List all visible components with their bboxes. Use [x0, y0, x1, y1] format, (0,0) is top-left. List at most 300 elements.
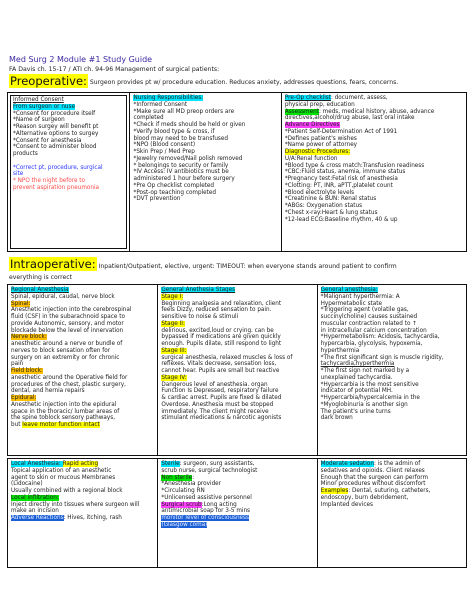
text-line: [11, 368, 154, 375]
text-segment: sedatives and opioids. Client relaxes: [320, 467, 425, 474]
text-line: [161, 382, 313, 389]
text-line: [133, 169, 277, 176]
text-line: [13, 131, 124, 138]
text-segment: make an incision: [11, 508, 59, 515]
text-line: [161, 515, 313, 522]
intraop-col2: [161, 287, 313, 422]
text-line: [11, 287, 154, 294]
text-line: [161, 508, 313, 515]
text-segment: indicator of potential MH.: [320, 388, 393, 395]
text-line: [321, 495, 463, 502]
text-segment: : Dental, suturing, catheters,: [348, 488, 431, 494]
text-line: [11, 461, 154, 468]
text-segment: *Verify blood type & cross, if: [133, 128, 215, 135]
text-segment: *Jewelry removed/Nail polish removed: [133, 155, 243, 162]
text-segment: Local Anesthesia:: [11, 461, 63, 467]
text-segment: *NPO (Blood consent): [133, 142, 196, 149]
preop-col2: [133, 95, 277, 203]
text-line: [285, 190, 463, 197]
text-segment: prevent aspiration pneumonia: [13, 184, 100, 191]
text-segment: Local infiltration:: [11, 494, 59, 501]
text-line: [13, 158, 124, 165]
text-segment: U/A:Renal function: [284, 155, 338, 162]
text-line: [321, 461, 463, 468]
text-line: [321, 334, 463, 341]
text-segment: reflexes. Vitals decrease, sensation loss,: [161, 361, 277, 368]
text-line: [13, 124, 124, 131]
intraop-description-cont: everything is correct: [9, 274, 72, 281]
text-line: [13, 144, 124, 151]
text-segment: cannot hear. Pupils are small but reactive: [161, 368, 280, 374]
text-segment: pain: [11, 361, 24, 368]
text-line: [11, 301, 154, 308]
text-segment: Non sterile: [161, 474, 193, 481]
text-segment: *Defines patient's wishes: [284, 135, 357, 142]
text-segment: : Hives, itching, rash: [63, 515, 122, 521]
intraop-table: [7, 284, 467, 456]
text-segment: Stage III:: [161, 347, 187, 354]
text-segment: succinylcholine) causes sustained: [320, 314, 418, 320]
text-segment: hypercarbia, glycolysis, hypoxemia,: [320, 341, 423, 347]
text-segment: endoscopy, burn debridement,: [320, 494, 409, 501]
text-line: [13, 138, 124, 145]
anesthesia-stages-cell: [158, 285, 317, 455]
text-line: [161, 415, 313, 422]
text-line: [161, 334, 313, 341]
text-segment: Pre-Op checklist: [284, 95, 331, 101]
text-line: [161, 368, 313, 375]
text-line: [161, 287, 313, 294]
text-line: [161, 502, 313, 509]
text-segment: :Long acting: [201, 501, 237, 508]
text-segment: delirious, excited,loud or crying. can be: [161, 327, 274, 334]
text-segment: General anesthesia:: [320, 287, 378, 293]
text-segment: Nursing Responsibilities:: [133, 95, 204, 101]
text-segment: *Name of surgeon: [13, 117, 65, 124]
text-segment: space in the thoracic/ lumbar areas of: [11, 408, 120, 415]
text-segment: *Pregnancy test:Fetal risk of anesthesia: [284, 176, 398, 182]
text-line: [321, 415, 463, 422]
text-segment: hyperthermia: [320, 347, 360, 354]
text-line: [13, 185, 124, 192]
text-segment: :: [192, 474, 195, 481]
text-line: [11, 488, 154, 495]
text-line: [161, 488, 313, 495]
text-line: [161, 402, 313, 409]
text-segment: Moderate sedation: [320, 461, 374, 467]
text-line: [11, 314, 154, 321]
text-segment: *IV Access: IV antibiotics must be: [133, 169, 229, 176]
text-segment: provide Autonomic, sensory, and motor: [11, 320, 124, 327]
text-segment: : meds, medical history, abuse, advance: [318, 108, 435, 115]
text-segment: Usually combined with a regional block: [11, 488, 123, 494]
text-segment: tachycardia,hyperthermia: [320, 361, 395, 368]
text-line: [11, 382, 154, 389]
text-line: [11, 348, 154, 355]
text-line: [285, 210, 463, 217]
text-segment: surgical anesthesia, relaxed muscles & loss of: [161, 354, 293, 361]
text-segment: Stage II:: [161, 320, 185, 327]
text-line: [161, 461, 313, 468]
text-segment: Spinal:: [11, 300, 31, 307]
text-line: [321, 402, 463, 409]
text-line: [321, 355, 463, 362]
text-line: [133, 115, 277, 122]
text-line: [285, 95, 463, 102]
text-segment: *Malignant hyperthermia: A: [320, 293, 400, 300]
text-segment: agent to skin or mucous Membranes: [11, 474, 116, 481]
text-line: [285, 176, 463, 183]
text-line: [321, 488, 463, 495]
intraop-col3: [321, 287, 463, 422]
text-line: [133, 176, 277, 183]
text-line: [285, 129, 463, 136]
text-segment: & cardiac arrest. Pupils are fixed & dilated: [161, 395, 282, 401]
text-line: [161, 475, 313, 482]
text-line: [133, 136, 277, 143]
text-segment: Epidural:: [11, 395, 37, 401]
text-line: [321, 475, 463, 482]
text-line: [133, 183, 277, 190]
text-segment: *Make sure all MD preop orders are: [133, 108, 235, 115]
text-segment: *Blood electrolyte levels: [284, 189, 355, 196]
text-line: [321, 287, 463, 294]
text-line: [321, 341, 463, 348]
text-line: [11, 355, 154, 362]
text-segment: Inject directly into tissues where surgeon will: [11, 501, 140, 508]
text-segment: Topical application of an anesthetic: [11, 467, 112, 474]
text-line: [11, 402, 154, 409]
text-segment: *ABGs: Oxygenation status: [284, 203, 363, 209]
text-segment: *Blood type & cross match:Transfusion readiness: [284, 162, 425, 169]
text-line: [321, 294, 463, 301]
text-line: [161, 294, 313, 301]
text-segment: *12-lead ECG:Baseline rhythm, 40 & up: [284, 216, 398, 223]
text-line: [161, 341, 313, 348]
preop-nursing-cell: [130, 93, 281, 251]
text-segment: blood may need to be transfused: [133, 135, 228, 142]
text-segment: *Consent for anesthesia: [13, 137, 82, 144]
text-segment: *Circulating RN: [161, 488, 205, 494]
text-line: [321, 361, 463, 368]
text-line: [133, 190, 277, 197]
text-line: [13, 165, 124, 172]
text-segment: *Clotting: PT, INR, aPTT,platelet count: [284, 182, 393, 189]
text-line: [285, 109, 463, 116]
text-line: [11, 307, 154, 314]
text-line: [161, 361, 313, 368]
intraop-heading: Intraoperative:: [10, 257, 96, 271]
text-line: [11, 321, 154, 328]
text-segment: Function Is Depressed, respiratory failure: [161, 388, 279, 395]
text-line: [161, 301, 313, 308]
text-segment: *Triggering agent (volatile gas,: [320, 307, 409, 314]
text-segment: antimicrobial soap for 3-5 mins: [161, 508, 251, 515]
text-line: [321, 481, 463, 488]
text-segment: Sterile: [161, 461, 180, 467]
intraop-description: Inpatient/Outpatient, elective, urgent: TIMEOUT: when everyone stands around patient to confirm: [96, 263, 397, 270]
text-segment: *Correct pt, procedure, surgical: [13, 164, 103, 171]
local-anesthesia-cell: [8, 459, 158, 567]
text-line: [13, 178, 124, 185]
text-line: [133, 163, 277, 170]
page-subtitle: FA Davis ch. 15-17 / ATI ch. 94-96 Management of surgical patients:: [9, 66, 220, 73]
text-line: [321, 314, 463, 321]
general-anesthesia-cell: [318, 285, 466, 455]
text-segment: procedures of the chest, plastic surgery,: [11, 381, 126, 388]
text-line: [321, 382, 463, 389]
text-line: [321, 328, 463, 335]
text-line: [285, 169, 463, 176]
text-line: [11, 515, 154, 522]
text-line: [285, 142, 463, 149]
text-line: [285, 183, 463, 190]
text-segment: site: [13, 171, 24, 178]
text-line: [321, 468, 463, 475]
text-segment: administered 1 hour before surgery: [133, 176, 235, 182]
page-title: Med Surg 2 Module #1 Study Guide: [9, 55, 153, 64]
text-line: [13, 171, 124, 178]
text-segment: *DVT prevention: [133, 196, 181, 203]
text-segment: *Alternative options to surgey: [13, 130, 99, 137]
text-line: [321, 368, 463, 375]
text-line: [11, 341, 154, 348]
text-line: [321, 388, 463, 395]
text-line: [13, 117, 124, 124]
text-line: [11, 502, 154, 509]
text-line: [11, 508, 154, 515]
text-segment: : document, assess,: [330, 95, 388, 101]
text-segment: *Consent for procedure itself: [13, 110, 96, 117]
intraop-header: [9, 257, 397, 271]
text-segment: muscular contraction related to ↑: [320, 320, 417, 327]
text-segment: nerves to block sensation often for: [11, 347, 111, 354]
text-line: [321, 301, 463, 308]
text-segment: Assessment: [284, 108, 319, 115]
text-segment: *Hypercarbia is the most sensitive: [320, 381, 419, 388]
text-line: [161, 388, 313, 395]
text-segment: Advance Directives: [284, 122, 340, 128]
text-line: [11, 468, 154, 475]
text-line: [11, 361, 154, 368]
text-segment: *Check if meds should be held or given: [133, 122, 246, 128]
text-line: [285, 115, 463, 122]
text-segment: Minor procedures without discomfort: [320, 481, 426, 488]
text-segment: Dangerous level of anesthesia. organ: [161, 381, 268, 388]
bottom-col1: [11, 461, 154, 522]
text-segment: Adverse Reactions: [11, 515, 64, 521]
text-segment: in intracellular calcium concentration: [320, 327, 427, 334]
text-segment: *Informed Consent: [133, 101, 188, 108]
text-line: [11, 409, 154, 416]
text-segment: *Creatinine & BUN: Renal status: [284, 196, 377, 203]
text-segment: Stage I:: [161, 293, 184, 300]
text-segment: dark brown: [320, 415, 353, 422]
text-segment: fluid (CSF) in the subarachnoid space to: [11, 314, 125, 320]
text-segment: immediately. The client might receive: [161, 408, 269, 415]
text-segment: *Hypercarbia/hypercalcemia in the: [320, 395, 420, 401]
text-line: [161, 522, 313, 529]
text-line: [285, 136, 463, 143]
text-line: [13, 104, 124, 111]
text-segment: physical prep, education: [284, 101, 355, 108]
text-line: [133, 109, 277, 116]
text-segment: Implanted devices: [320, 501, 373, 508]
text-segment: General Anethesia Stages: [161, 287, 236, 293]
text-line: [11, 475, 154, 482]
text-segment: Surgical scrub: [161, 501, 202, 508]
text-segment: anesthetic around a nerve or bundle of: [11, 341, 123, 347]
text-segment: surgery on an extremity or for chronic: [11, 354, 120, 361]
text-segment: Informed Consent: [13, 97, 64, 103]
text-line: [133, 122, 277, 129]
text-segment: directives,alcohol/drug abuse, last oral intake: [284, 115, 415, 122]
text-segment: leave motor function intact: [22, 422, 100, 428]
text-segment: stimulant medications & narcotic agonists: [161, 415, 282, 422]
preop-col1: [10, 95, 127, 249]
text-line: [133, 95, 277, 102]
text-segment: *Anesthesia provider: [161, 481, 222, 488]
text-segment: (Glasgow coma): [161, 521, 208, 528]
text-line: [133, 142, 277, 149]
text-line: [11, 294, 154, 301]
moderate-sedation-cell: [318, 459, 466, 567]
text-segment: completed: [133, 115, 164, 122]
text-line: [133, 129, 277, 136]
text-line: [13, 151, 124, 158]
text-segment: scrub nurse, surgical technologist: [161, 467, 258, 474]
text-line: [321, 321, 463, 328]
text-line: [133, 196, 277, 203]
text-segment: Stage IV:: [161, 374, 187, 381]
text-line: [321, 375, 463, 382]
text-line: [285, 196, 463, 203]
text-segment: Enough that the surgeon can perform: [320, 474, 428, 481]
text-line: [11, 328, 154, 335]
text-segment: *Patient Self-Determination Act of 1991: [284, 128, 398, 135]
text-segment: *Chest x-ray:Heart & lung status: [284, 209, 378, 216]
text-line: [11, 334, 154, 341]
text-line: [285, 102, 463, 109]
text-segment: *Skin Prep / Med Prep: [133, 149, 195, 155]
text-segment: *Name power of attorney: [284, 142, 358, 149]
text-segment: Anesthetic injection into the epidural: [11, 401, 117, 408]
text-line: [11, 415, 154, 422]
text-line: [285, 156, 463, 163]
preop-table: [7, 92, 467, 252]
text-line: [133, 102, 277, 109]
text-segment: *Hypermetabolism: Acidosis, tachycardia,: [320, 334, 440, 341]
text-segment: Beginning analgesia and relaxation, client: [161, 300, 282, 307]
preop-col3: [285, 95, 463, 223]
text-line: [285, 122, 463, 129]
regional-anesthesia-cell: [8, 285, 158, 455]
text-line: [13, 111, 124, 118]
text-line: [161, 321, 313, 328]
text-segment: *CBC:Fluid status, anemia, immune status: [284, 169, 406, 176]
preop-heading: Preoperative:: [10, 74, 87, 88]
text-line: [321, 502, 463, 509]
text-segment: Nerve block:: [11, 334, 47, 341]
text-segment: * belongings to security or family: [133, 162, 229, 169]
text-segment: *The first significant sign is muscle rigidity,: [320, 354, 444, 361]
bottom-table: [7, 458, 467, 568]
text-line: [321, 409, 463, 416]
text-segment: [13, 158, 15, 164]
text-line: [11, 375, 154, 382]
text-segment: *Myoglobinuria is another sign: [320, 401, 408, 408]
text-segment: dental, and hernia repairs: [11, 388, 85, 395]
text-line: [161, 395, 313, 402]
text-line: [161, 328, 313, 335]
text-segment: enough. Pupils dilate, still respond to light: [161, 341, 282, 347]
text-segment: : surgeon, surg assistants,: [179, 461, 255, 467]
text-segment: The patient's urine turns: [320, 408, 391, 415]
text-segment: Spinal, epidural, caudal, nerve block: [11, 293, 115, 300]
text-line: [161, 348, 313, 355]
text-line: [161, 495, 313, 502]
text-segment: anesthetic around the Operative field for: [11, 374, 128, 381]
text-line: [285, 163, 463, 170]
bottom-col2: [161, 461, 313, 529]
text-segment: Examples: [320, 488, 349, 494]
text-segment: bypassed if medications are given quickly: [161, 334, 281, 341]
text-line: [161, 375, 313, 382]
text-segment: Diagnostic Procedures:: [284, 149, 351, 155]
text-segment: *Post-op teaching completed: [133, 189, 216, 196]
text-segment: *The first sign not marked by a: [320, 368, 410, 374]
text-segment: *Unlicensed assistive personnel: [161, 494, 252, 501]
text-line: [161, 314, 313, 321]
text-line: [161, 307, 313, 314]
text-line: [161, 409, 313, 416]
text-segment: feels Dizzy, reduced sensation to pain.: [161, 307, 272, 314]
text-segment: *Reason surgey will benefit pt: [13, 124, 99, 130]
text-line: [285, 217, 463, 224]
text-line: [161, 468, 313, 475]
text-line: [11, 495, 154, 502]
text-segment: Regional Anesthesia: [11, 287, 69, 293]
text-line: [161, 481, 313, 488]
text-line: [11, 481, 154, 488]
text-line: [285, 203, 463, 210]
text-segment: Field block:: [11, 368, 43, 374]
text-line: [11, 422, 154, 429]
preop-description: Surgeon provides pt w/ procedure education. Reduces anxiety, addresses questions, fears, concerns.: [87, 79, 399, 86]
preop-header: [9, 74, 399, 88]
text-line: [321, 307, 463, 314]
text-line: [11, 395, 154, 402]
text-segment: Anesthetic injection into the cerebrospinal: [11, 307, 132, 314]
preop-consent-cell: [8, 93, 130, 251]
text-segment: products: [13, 151, 38, 157]
text-segment: Overdose. Anesthesia must be stopped: [161, 401, 274, 408]
text-segment: but: [11, 422, 23, 428]
text-line: [133, 156, 277, 163]
text-segment: unexplained tachycardia.: [320, 374, 393, 381]
text-line: [321, 348, 463, 355]
text-segment: sensitive to noise & stimuli: [161, 314, 239, 320]
text-segment: (Lidocaine): [11, 481, 43, 488]
text-segment: Hypermetabolic state: [320, 300, 382, 307]
text-segment: monitor level of consciousness: [161, 515, 249, 521]
text-segment: the spine toblock sensory pathways,: [11, 415, 116, 422]
text-segment: From surgeon or nuse: [13, 103, 76, 110]
text-segment: *Consent to administer blood: [13, 144, 97, 151]
text-segment: Rapid acting: [62, 461, 99, 467]
preop-checklist-cell: [282, 93, 466, 251]
text-segment: blockade below the level of innervation: [11, 327, 124, 334]
